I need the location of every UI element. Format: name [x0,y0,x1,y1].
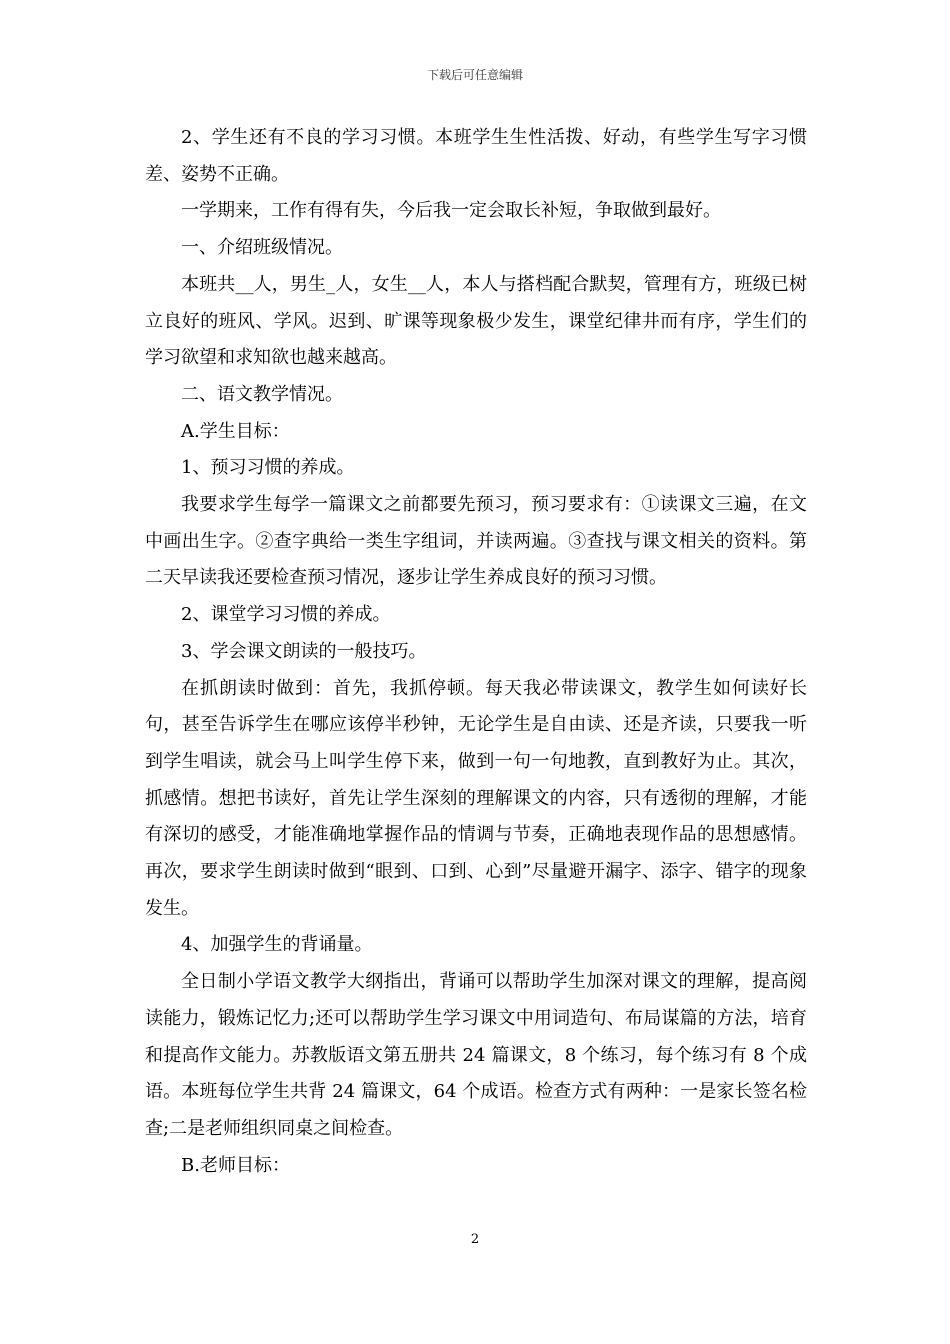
subsection-heading: B.老师目标： [181,1154,290,1176]
section-heading: 一、介绍班级情况。 [181,237,343,259]
paragraph: 我要求学生每学一篇课文之前都要先预习，预习要求有：①读课文三遍，在文中画出生字。②查字典给一类生字组词，并读两遍。③查找与课文相关的资料。第二天早读我还要检查预习情况，逐步让学生养成良好的预习习惯。 [145,494,807,589]
list-heading: 2、课堂学习习惯的养成。 [181,604,391,626]
list-heading: 3、学会课文朗读的一般技巧。 [181,640,427,662]
paragraph: 2、学生还有不良的学习习惯。本班学生生性活拨、好动，有些学生写字习惯差、姿势不正确。 [145,127,807,185]
paragraph: 一学期来，工作有得有失，今后我一定会取长补短，争取做到最好。 [181,200,721,222]
paragraph: 在抓朗读时做到：首先，我抓停顿。每天我必带读课文，教学生如何读好长句，甚至告诉学生在哪应该停半秒钟，无论学生是自由读、还是齐读，只要我一听到学生唱读，就会马上叫学生停下来，做到一句一句地教，直到教好为止。其次，抓感情。想把书读好，首先让学生深刻的理解课文的内容，只有透彻的理解，才能有深切的感受，才能准确地掌握作品的情调与节奏，正确地表现作品的思想感情。再次，要求学生朗读时做到“眼到、口到、心到”尽量避开漏字、添字、错字的现象发生。 [145,677,807,919]
list-heading: 1、预习习惯的养成。 [181,457,355,479]
section-heading: 二、语文教学情况。 [181,383,343,405]
subsection-heading: A.学生目标： [181,420,290,442]
paragraph: 本班共__人，男生_人，女生__人，本人与搭档配合默契，管理有方，班级已树立良好的班风、学风。迟到、旷课等现象极少发生，课堂纪律井而有序，学生们的学习欲望和求知欲也越来越高。 [145,273,807,369]
page-number: 2 [470,1232,480,1247]
list-heading: 4、加强学生的背诵量。 [181,934,373,956]
document-body [145,120,807,1184]
page-header: 下载后可任意编辑 [426,68,523,82]
paragraph: 全日制小学语文教学大纲指出，背诵可以帮助学生加深对课文的理解，提高阅读能力，锻炼记忆力;还可以帮助学生学习课文中用词造句、布局谋篇的方法，培育和提高作文能力。苏教版语文第五册共 24 篇课文，8 个练习，每个练习有 8 个成语。本班每位学生共背 24 篇课文，64 个成语。检查方式有两种：一是家长签名检查;二是老师组织同桌之间检查。 [145,971,807,1139]
